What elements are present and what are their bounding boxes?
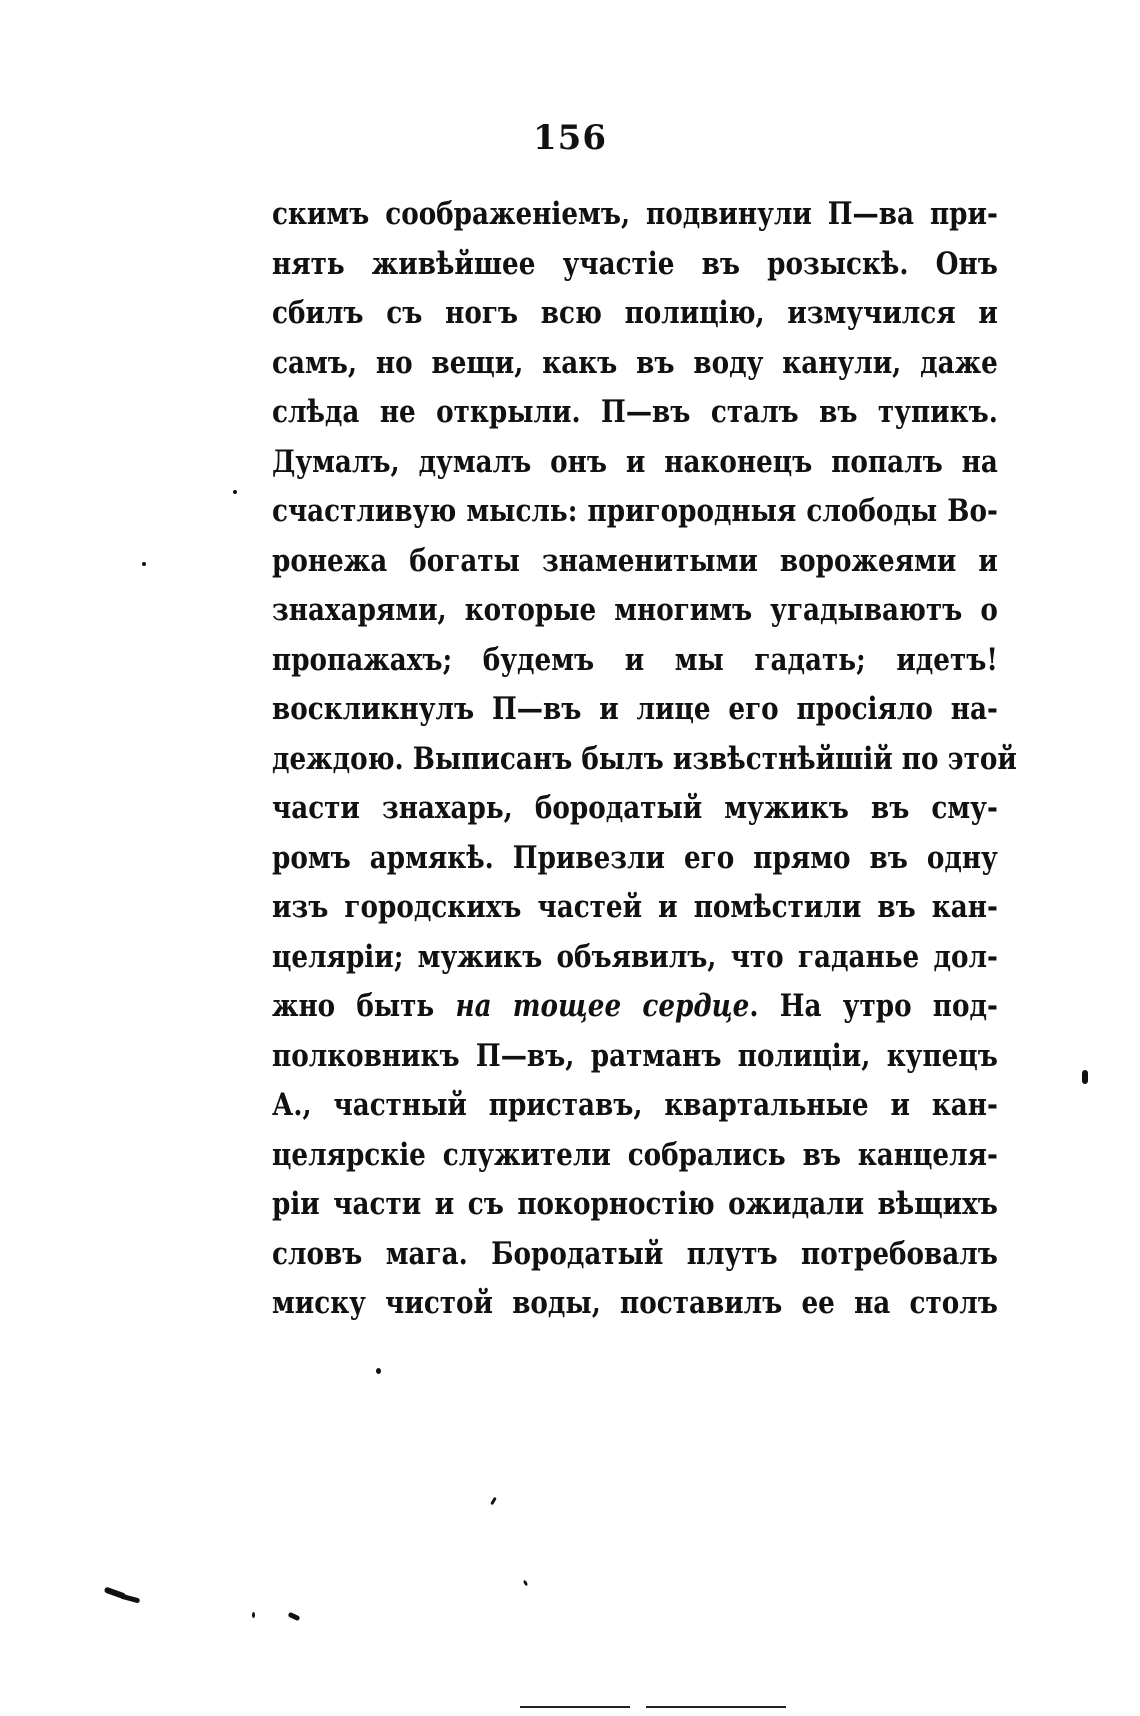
scan-speck	[288, 1612, 301, 1622]
scan-speck	[490, 1497, 497, 1505]
text-line-1: скимъ соображеніемъ, подвинули П—ва при-	[272, 196, 998, 232]
text-line-23: миску чистой воды, поставилъ ее на столъ	[272, 1285, 998, 1321]
page-number: 156	[533, 118, 607, 158]
italic-phrase: на тощее сердце	[455, 988, 750, 1024]
text-line-13: части знахарь, бородатый мужикъ въ сму-	[272, 790, 998, 826]
text-line-19: А., частный приставъ, квартальные и кан-	[272, 1087, 998, 1123]
text-line-18: полковникъ П—въ, ратманъ полиціи, купецъ	[272, 1037, 998, 1074]
text-line-8: ронежа богаты знаменитыми ворожеями и	[272, 542, 998, 579]
text-line-4: самъ, но вещи, какъ въ воду канули, даже	[272, 344, 998, 381]
text-line-2: нять живѣйшее участіе въ розыскѣ. Онъ	[272, 245, 998, 282]
text-line-17	[272, 982, 998, 1032]
scan-speck	[233, 490, 237, 494]
text-line-3: сбилъ съ ногъ всю полицію, измучился и	[272, 295, 998, 331]
text-line-20: целярскіе служители собрались въ канцеля-	[272, 1136, 998, 1173]
footer-rule	[646, 1706, 786, 1708]
body-text	[272, 190, 1017, 1329]
text-line-10: пропажахъ; будемъ и мы гадать; идетъ!	[272, 641, 998, 678]
text-line-22: словъ мага. Бородатый плутъ потребовалъ	[272, 1235, 998, 1272]
scan-speck	[252, 1612, 255, 1618]
text-line-9: знахарями, которые многимъ угадываютъ о	[272, 592, 998, 628]
text-line-6: Думалъ, думалъ онъ и наконецъ попалъ на	[272, 443, 998, 480]
text-line-17-after: . На утро под-	[749, 988, 998, 1024]
text-line-14: ромъ армякѣ. Привезли его прямо въ одну	[272, 839, 998, 876]
text-line-5: слѣда не открыли. П—въ сталъ въ тупикъ.	[272, 394, 998, 430]
text-line-16: целяріи; мужикъ объявилъ, что гаданье дол-	[272, 938, 998, 975]
scan-speck	[523, 1580, 529, 1587]
text-line-17-before: жно быть	[272, 988, 435, 1024]
text-line-15: изъ городскихъ частей и помѣстили въ кан-	[272, 889, 998, 925]
text-line-12: деждою. Выписанъ былъ извѣстнѣйшій по этой	[272, 740, 1017, 777]
text-line-21: ріи части и съ покорностію ожидали вѣщихъ	[272, 1186, 998, 1222]
scan-speck	[376, 1368, 381, 1374]
footer-rule	[520, 1706, 630, 1708]
text-line-11: воскликнулъ П—въ и лице его просіяло на-	[272, 691, 998, 727]
scan-speck	[1082, 1070, 1088, 1084]
scan-speck	[142, 562, 146, 566]
scan-speck	[120, 1593, 141, 1603]
text-line-7: счастливую мысль: пригородныя слободы Во-	[272, 493, 998, 529]
